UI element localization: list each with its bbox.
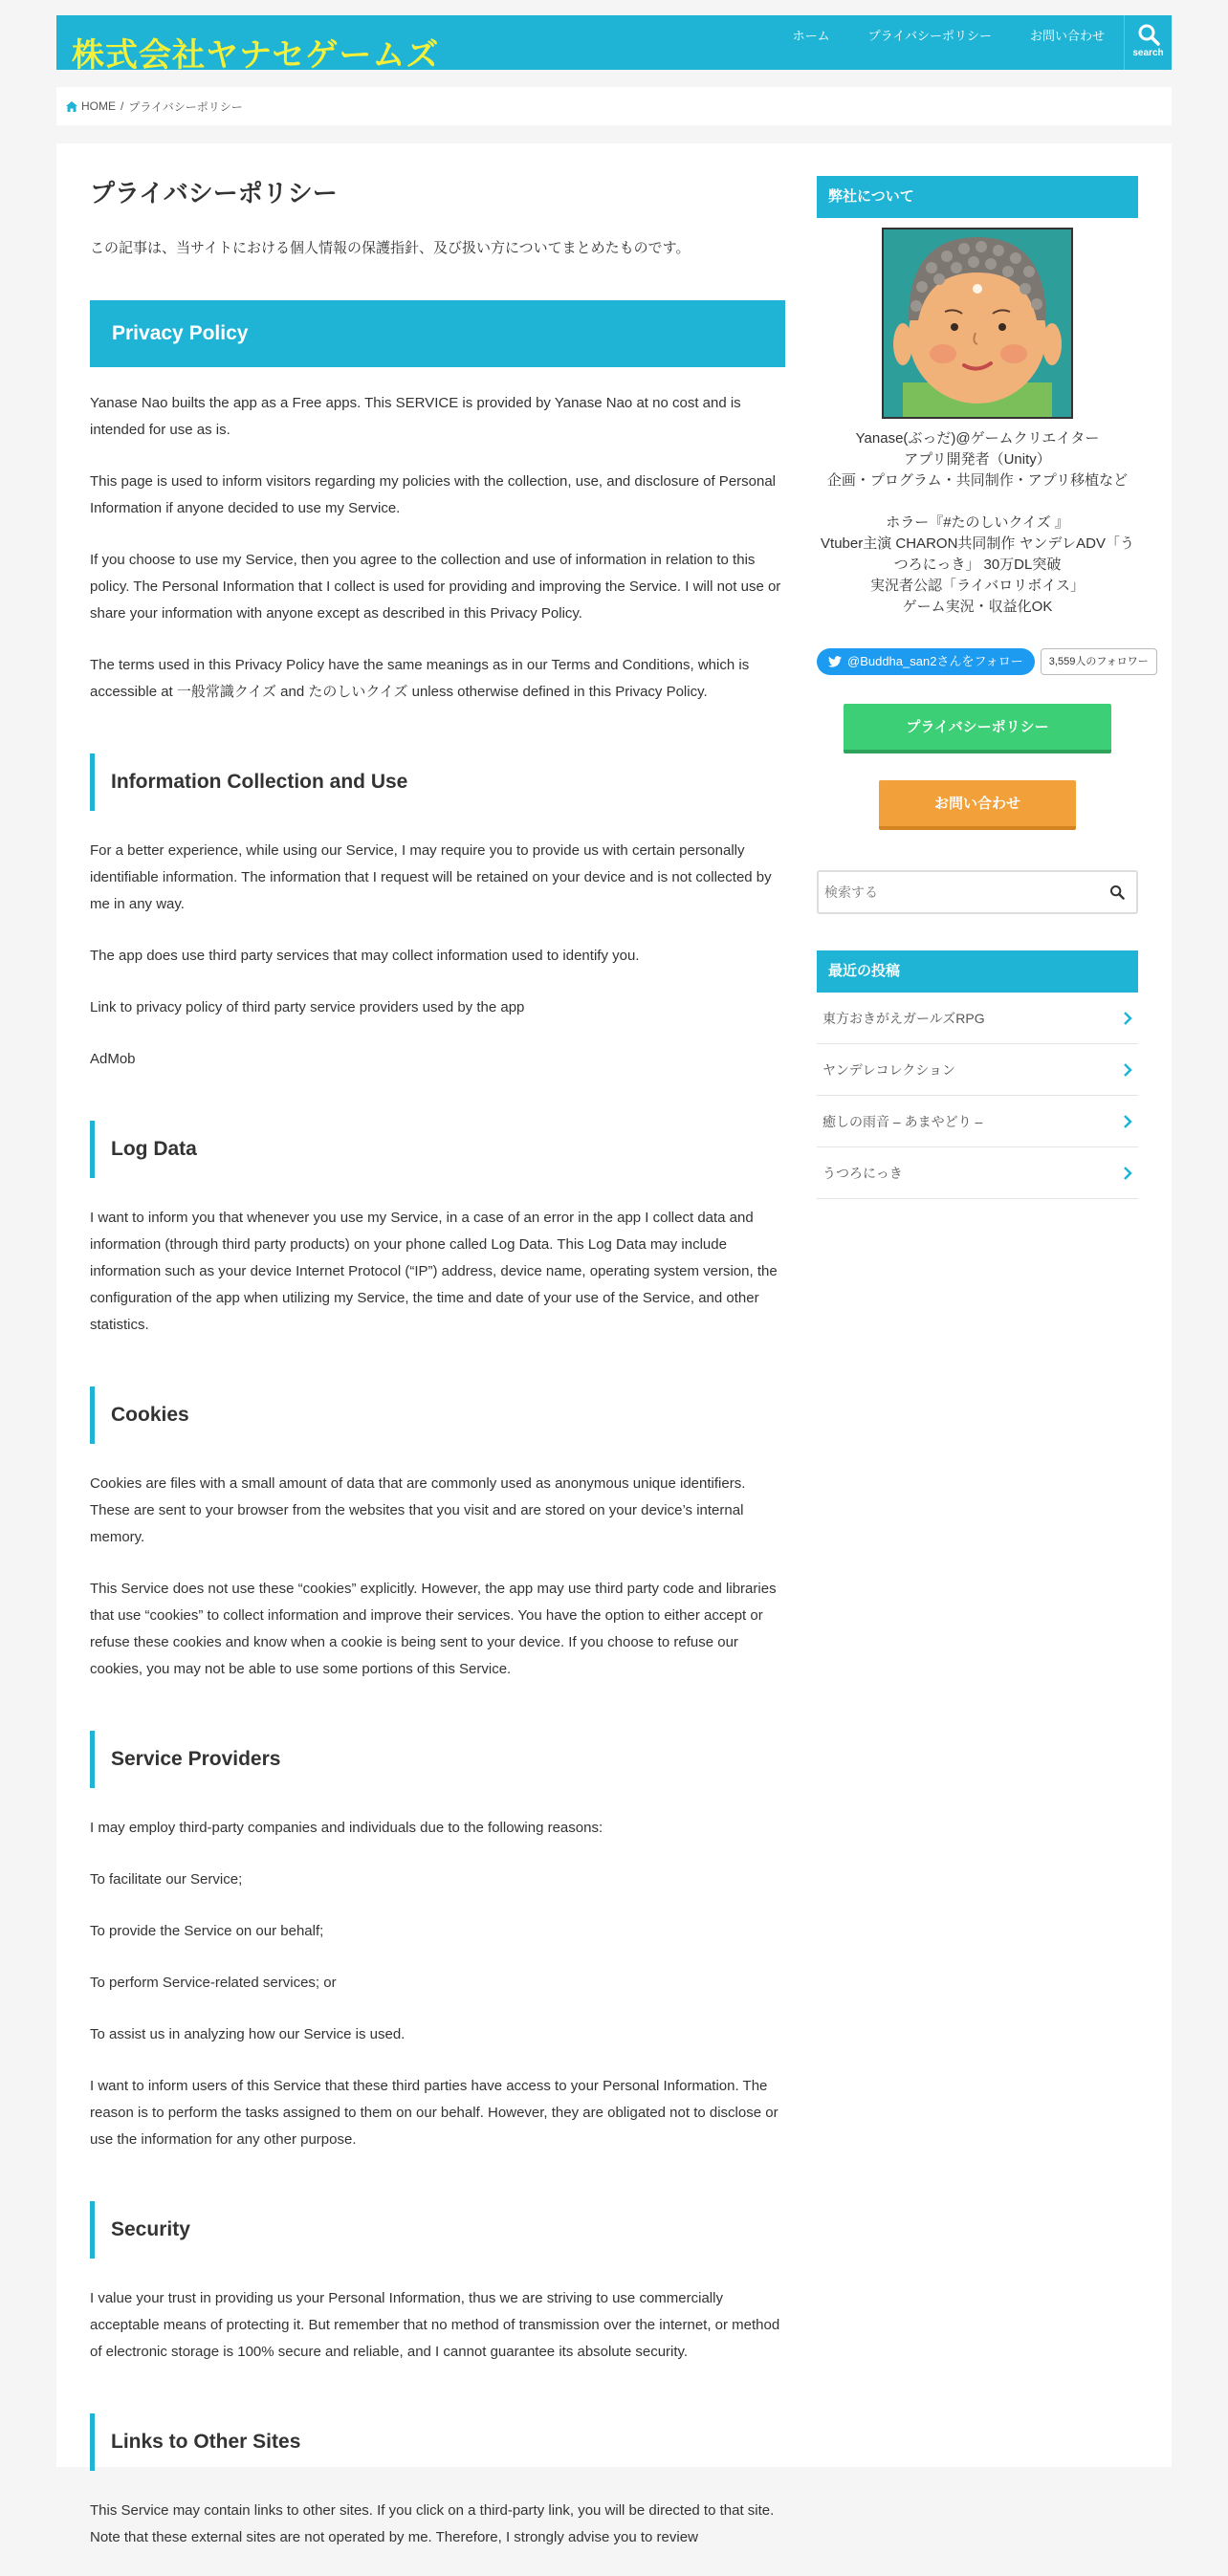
paragraph: This Service may contain links to other sites. If you click on a third-party link, you will be directed to that site. Note that these external sites are not operated by me. Therefore, I strongly advise you to review (90, 2501, 775, 2545)
section-heading: Cookies (90, 1386, 785, 1444)
profile-line: 企画・プログラム・共同制作・アプリ移植など (826, 472, 1129, 489)
twitter-follow-label: @Buddha_san2さんをフォロー (847, 654, 1023, 668)
article (90, 178, 785, 2576)
section-heading: Information Collection and Use (90, 753, 785, 811)
search-input[interactable] (819, 873, 1098, 911)
recent-posts-widget (817, 950, 1138, 1199)
section-heading: Service Providers (90, 1731, 785, 1788)
paragraph: To perform Service-related services; or (90, 1974, 337, 1991)
privacy-policy-button[interactable]: プライバシーポリシー (844, 704, 1111, 753)
section-heading: Links to Other Sites (90, 2413, 785, 2471)
twitter-follow (817, 648, 1149, 675)
site-header (56, 15, 1172, 74)
twitter-bird-icon (828, 656, 842, 667)
profile-line: Yanase(ぶっだ)@ゲームクリエイター (855, 430, 1100, 447)
recent-post-title: うつろにっき (822, 1165, 903, 1181)
paragraph: To assist us in analyzing how our Service is used. (90, 2025, 406, 2042)
main-container (56, 143, 1172, 2545)
sidebar-search-button[interactable] (1098, 884, 1136, 900)
avatar (882, 228, 1073, 419)
recent-post-item[interactable] (817, 1044, 1138, 1096)
nav-contact[interactable]: お問い合わせ (1029, 29, 1105, 43)
search-icon (1109, 884, 1125, 900)
contact-button[interactable]: お問い合わせ (879, 780, 1076, 830)
paragraph: Cookies are files with a small amount of data that are commonly used as anonymous unique identifiers. These are sent to your browser from the websites that you visit and are stored on your device’s internal memory. (90, 1474, 746, 1545)
twitter-follow-button[interactable] (817, 648, 1035, 675)
recent-post-title: 東方おきがえガールズRPG (822, 1010, 985, 1026)
chevron-right-icon (1123, 1115, 1132, 1128)
site-title-link[interactable]: 株式会社ヤナセゲームズ (72, 37, 440, 74)
paragraph: The terms used in this Privacy Policy have the same meanings as in our Terms and Conditions, which is accessible at 一般常識クイズ and たのしいクイズ unless otherwise defined in this Privacy Policy. (90, 656, 750, 700)
profile-text (817, 428, 1138, 618)
header-search-button[interactable] (1124, 15, 1172, 70)
profile-line: Vtuber主演 CHARON共同制作 ヤンデレADV「う (821, 535, 1134, 552)
recent-post-item[interactable] (817, 1147, 1138, 1199)
home-icon (66, 101, 77, 112)
section-heading: Security (90, 2201, 785, 2259)
nav-home[interactable]: ホーム (792, 29, 830, 43)
paragraph: AdMob (90, 1050, 136, 1067)
search-icon (1137, 23, 1160, 46)
paragraph: Link to privacy policy of third party service providers used by the app (90, 998, 525, 1015)
recent-post-title: ヤンデレコレクション (822, 1061, 956, 1078)
buddha-avatar-illustration (884, 229, 1071, 417)
chevron-right-icon (1123, 1167, 1132, 1180)
main-nav (774, 15, 1124, 70)
article-lead: この記事は、当サイトにおける個人情報の保護指針、及び扱い方についてまとめたものです。 (90, 239, 691, 256)
breadcrumb-home-label: HOME (81, 99, 116, 113)
paragraph: I want to inform you that whenever you use my Service, in a case of an error in the app I collect data and information (through third party products) on your phone called Log Data. This Log Data may include information such as your device Internet Protocol (“IP”) address, device name, operating system version, the configuration of the app when utilizing my Service, the time and date of your use of the Service, and other statistics. (90, 1209, 778, 1333)
profile-line: アプリ開発者（Unity） (904, 451, 1051, 468)
paragraph: To facilitate our Service; (90, 1870, 243, 1888)
section-heading: Log Data (90, 1121, 785, 1178)
recent-post-item[interactable] (817, 1096, 1138, 1147)
profile-line: つろにっき」 30万DL突破 (893, 557, 1062, 573)
breadcrumb-home[interactable] (66, 99, 116, 113)
paragraph: To provide the Service on our behalf; (90, 1922, 324, 1939)
recent-post-title: 癒しの雨音 – あまやどり – (822, 1113, 983, 1129)
paragraph: This Service does not use these “cookies” explicitly. However, the app may use third party code and libraries that use “cookies” to collect information and improve their services. You have the option to either accept or refuse these cookies and know when a cookie is being sent to your device. If you choose to refuse our cookies, you may not be able to use some portions of this Service. (90, 1580, 777, 1677)
paragraph: This page is used to inform visitors regarding my policies with the collection, use, and disclosure of Personal Information if anyone decided to use my Service. (90, 472, 777, 516)
breadcrumb-separator: / (121, 99, 124, 113)
paragraph: For a better experience, while using our Service, I may require you to provide us with certain personally identifiable information. The information that I request will be retained on your device and is not collected by me in any way. (90, 841, 772, 912)
paragraph: The app does use third party services that may collect information used to identify you. (90, 947, 640, 964)
search-label: search (1132, 48, 1164, 58)
nav-privacy-policy[interactable]: プライバシーポリシー (867, 29, 992, 43)
profile-blank-line (817, 491, 1138, 513)
about-widget-title: 弊社について (817, 176, 1138, 218)
profile-line: 実況者公認「ライバロリボイス」 (869, 578, 1085, 594)
follower-count[interactable]: 3,559人のフォロワー (1041, 648, 1157, 675)
page-title: プライバシーポリシー (90, 179, 338, 207)
breadcrumb (56, 87, 1172, 125)
sidebar-search (817, 870, 1138, 914)
profile-line: ゲーム実況・収益化OK (902, 599, 1053, 615)
paragraph: Yanase Nao builts the app as a Free apps. This SERVICE is provided by Yanase Nao at no cost and is intended for use as is. (90, 394, 741, 438)
paragraph: I want to inform users of this Service that these third parties have access to your Personal Information. The reason is to perform the tasks assigned to them on our behalf. However, they are obligated not to disclose or use the information for any other purpose. (90, 2077, 778, 2148)
sidebar (817, 176, 1149, 1199)
recent-posts-title: 最近の投稿 (817, 950, 1138, 993)
breadcrumb-current: プライバシーポリシー (128, 99, 243, 114)
recent-posts-list (817, 993, 1138, 1199)
paragraph: I may employ third-party companies and individuals due to the following reasons: (90, 1819, 603, 1836)
paragraph: If you choose to use my Service, then you agree to the collection and use of information in relation to this policy. The Personal Information that I collect is used for providing and improving the Service. I will not use or share your information with anyone except as described in this Privacy Policy. (90, 551, 781, 622)
privacy-policy-heading: Privacy Policy (90, 300, 785, 367)
chevron-right-icon (1123, 1063, 1132, 1077)
profile-line: ホラー『#たのしいクイズ 』 (886, 514, 1069, 531)
recent-post-item[interactable] (817, 993, 1138, 1044)
chevron-right-icon (1123, 1012, 1132, 1025)
paragraph: I value your trust in providing us your Personal Information, thus we are striving to use commercially acceptable means of protecting it. But remember that no method of transmission over the internet, or method of electronic storage is 100% secure and reliable, and I cannot guarantee its absolute security. (90, 2289, 780, 2360)
